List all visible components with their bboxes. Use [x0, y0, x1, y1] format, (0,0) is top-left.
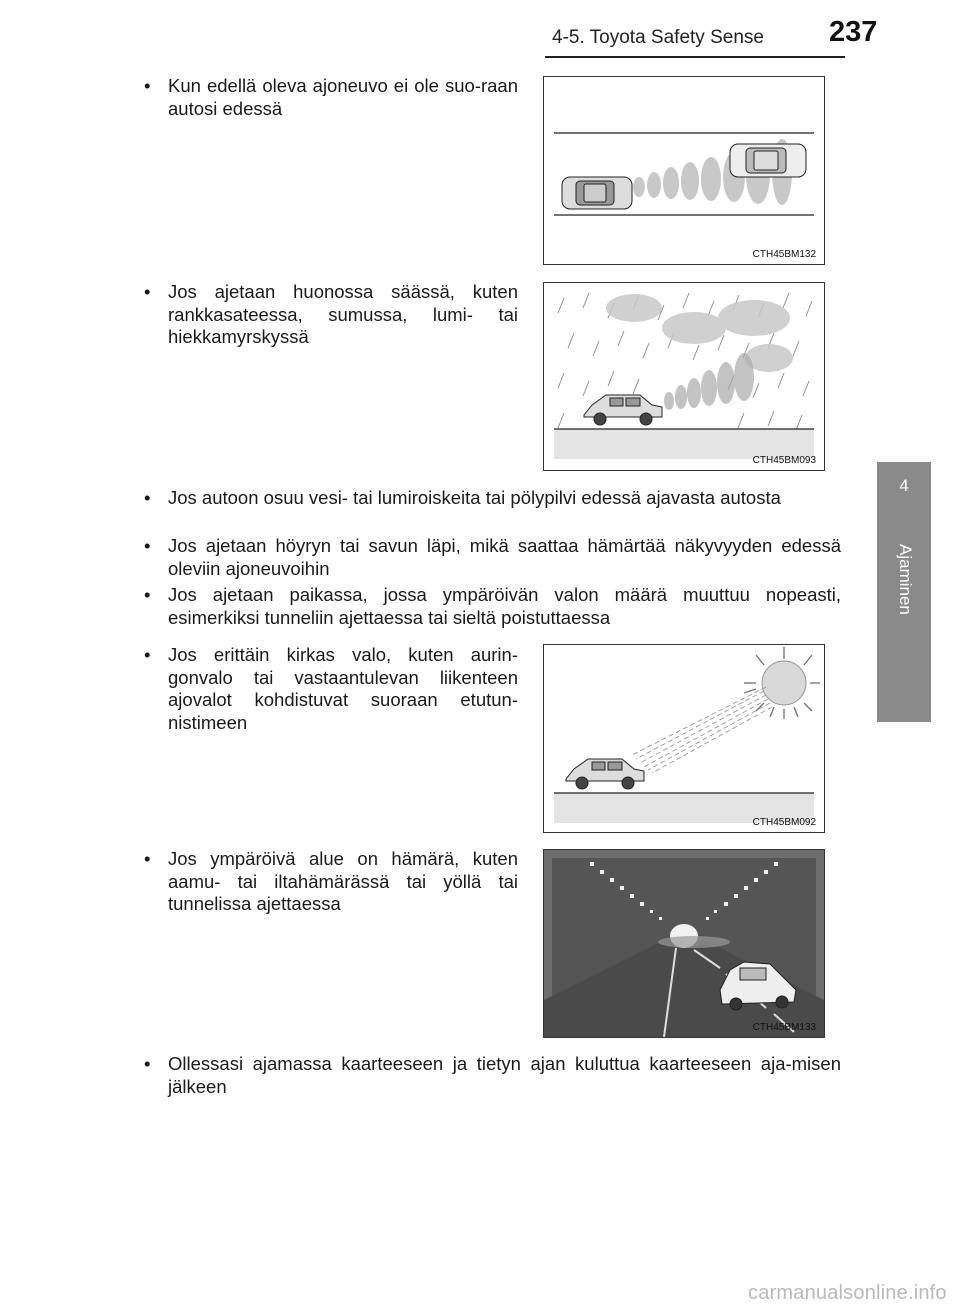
figure-bad-weather	[543, 282, 825, 471]
item-text: Jos autoon osuu vesi- tai lumiroiskeita tai pölypilvi edessä ajavasta autosta	[168, 487, 781, 508]
bullet: •	[144, 281, 151, 302]
figure-code: CTH45BM132	[752, 249, 816, 260]
list-item	[144, 644, 518, 734]
item-text: Jos ajetaan huonossa säässä, kuten rankkasateessa, sumussa, lumi- tai hiekkamyrskyssä	[168, 281, 518, 347]
car-offset-illustration	[544, 77, 824, 264]
bullet: •	[144, 644, 151, 665]
chapter-tab	[877, 462, 931, 722]
item-text: Kun edellä oleva ajoneuvo ei ole suo-raan autosi edessä	[168, 75, 518, 119]
rain-illustration	[544, 283, 824, 470]
bullet: •	[144, 535, 151, 556]
tunnel-illustration	[544, 850, 824, 1037]
figure-code: CTH45BM092	[752, 817, 816, 828]
bullet: •	[144, 584, 151, 605]
own-car	[562, 177, 632, 209]
list-item	[144, 535, 841, 580]
list-item	[144, 487, 841, 510]
item-text: Ollessasi ajamassa kaarteeseen ja tietyn ajan kuluttua kaarteeseen aja-misen jälkeen	[168, 1053, 841, 1097]
item-text: Jos ajetaan höyryn tai savun läpi, mikä saattaa hämärtää näkyvyyden edessä oleviin ajoneuvoihin	[168, 535, 841, 579]
list-item	[144, 848, 518, 916]
item-text: Jos ajetaan paikassa, jossa ympäröivän valon määrä muuttuu nopeasti, esimerkiksi tunneliin ajettaessa tai sieltä poistuttaessa	[168, 584, 841, 628]
list-item	[144, 584, 841, 629]
car	[584, 395, 662, 425]
page-header	[0, 0, 960, 60]
watermark: carmanualsonline.info	[748, 1282, 947, 1304]
section-title: 4-5. Toyota Safety Sense	[552, 27, 764, 48]
preceding-car	[730, 144, 806, 177]
item-text: Jos ympäröivä alue on hämärä, kuten aamu- tai iltahämärässä tai yöllä tai tunnelissa ajettaessa	[168, 848, 518, 914]
list-item	[144, 75, 518, 120]
figure-tunnel	[543, 849, 825, 1038]
bullet: •	[144, 487, 151, 508]
list-item	[144, 1053, 841, 1098]
item-text: Jos erittäin kirkas valo, kuten aurin-gonvalo tai vastaantulevan liikenteen ajovalot kohdistuvat suoraan etutun-nistimeen	[168, 644, 518, 733]
page-number: 237	[829, 16, 878, 48]
chapter-number: 4	[899, 476, 909, 495]
figure-code: CTH45BM093	[752, 455, 816, 466]
bullet: •	[144, 848, 151, 869]
car	[566, 759, 644, 789]
figure-car-offset	[543, 76, 825, 265]
bullet: •	[144, 1053, 151, 1074]
list-item	[144, 281, 518, 349]
header-rule	[545, 56, 845, 58]
figure-code: CTH45BM133	[752, 1022, 816, 1033]
bullet: •	[144, 75, 151, 96]
figure-bright-light	[543, 644, 825, 833]
sunlight-illustration	[544, 645, 824, 832]
chapter-label: Ajaminen	[896, 544, 915, 615]
